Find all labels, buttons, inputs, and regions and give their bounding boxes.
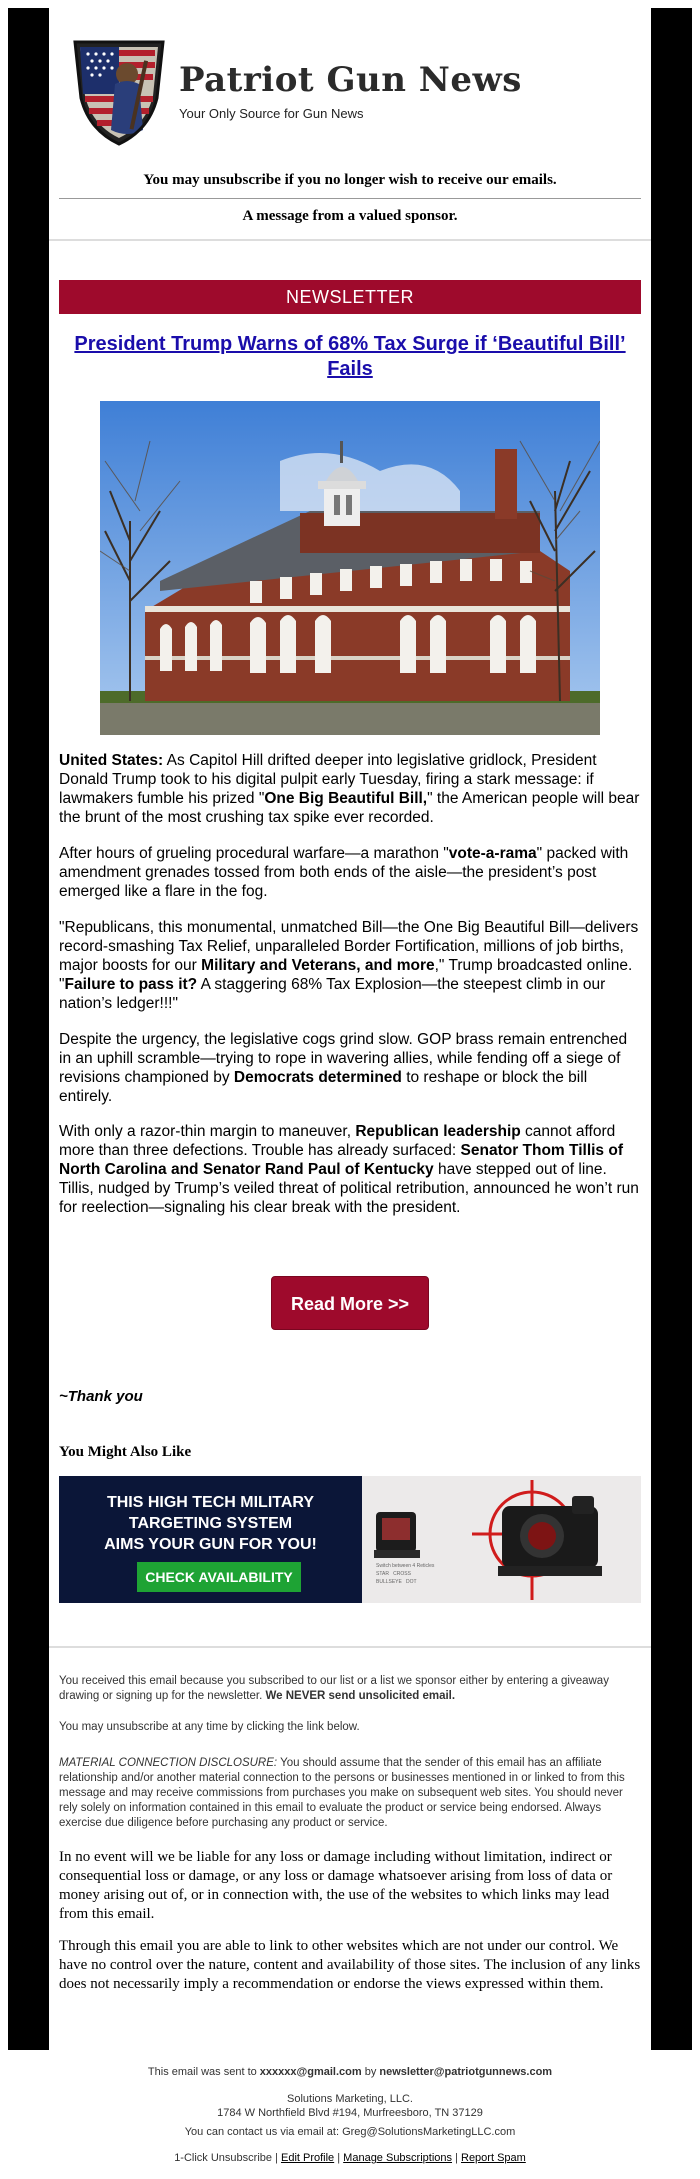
sponsored-ad-banner[interactable]: [59, 1476, 641, 1603]
article-paragraph: With only a razor-thin margin to maneuver, Republican leadership cannot afford more than three defections. Trouble has already surfaced: Senator Thom Tillis of North Carolina and Senator Rand Paul of Kentucky have stepped out of line. Tillis, nudged by Trump’s veiled threat of political retribution, announced he won’t run for reelection—signaling his clear break with the president.: [59, 1123, 639, 1216]
subscription-notice: You received this email because you subscribed to our list or a list we sponsor either by entering a giveaway drawing or signing up for the newsletter. We NEVER send unsolicited email.: [59, 1675, 609, 1702]
article-paragraph: After hours of grueling procedural warfare—a marathon "vote-a-rama" packed with amendment grenades tossed from both ends of the aisle—the president’s post emerged like a flare in the fog.: [59, 845, 629, 900]
unsubscribe-notice: You may unsubscribe if you no longer wish to receive our emails.: [143, 172, 557, 188]
contact-line: You can contact us via email at: Greg@SolutionsMarketingLLC.com: [184, 2126, 516, 2138]
header: [49, 26, 651, 156]
ad-text-panel[interactable]: [59, 1476, 362, 1603]
divider: [49, 239, 651, 241]
company-address: Solutions Marketing, LLC. 1784 W Northfield Blvd #194, Murfreesboro, TN 37129: [217, 2093, 483, 2119]
also-like-heading: You Might Also Like: [59, 1444, 192, 1460]
article-headline-link[interactable]: President Trump Warns of 68% Tax Surge if ‘Beautiful Bill’ Fails: [74, 333, 626, 380]
signoff: ~Thank you: [59, 1388, 143, 1405]
divider: [49, 1646, 651, 1648]
sender-email: newsletter@patriotgunnews.com: [379, 2066, 553, 2078]
article-paragraph: "Republicans, this monumental, unmatched Bill—the One Big Beautiful Bill—delivers record-smashing Tax Relief, unparalleled Border Fortification, millions of job births, major boosts for our Military and Veterans, and more," Trump broadcasted online. "Failure to pass it? A staggering 68% Tax Explosion—the steepest climb in our nation’s ledger!!!": [59, 919, 639, 1012]
ad-product-image[interactable]: [362, 1476, 641, 1603]
article-location: United States:: [59, 752, 164, 769]
read-more-button[interactable]: Read More >>: [271, 1276, 429, 1330]
ad-reticle-legend: Switch between 4 Reticles STAR CROSS BULLSEYE DOT: [376, 1563, 435, 1585]
sent-to-line: This email was sent to xxxxxx@gmail.com by newsletter@patriotgunnews.com: [147, 2066, 553, 2078]
report-spam-link[interactable]: Report Spam: [461, 2152, 526, 2164]
recipient-email: xxxxxx@gmail.com: [259, 2066, 362, 2078]
liability-disclaimer: In no event will we be liable for any loss or damage including without limitation, indirect or consequential loss or damage, or any loss or damage whatsoever arising from loss of data or money arising out of, or in connection with, the use of the websites to which links may lead from this email.: [59, 1849, 613, 1922]
article-paragraph: United States: As Capitol Hill drifted deeper into legislative gridlock, President Donald Trump took to his digital pulpit early Tuesday, firing a stark message: if lawmakers fumble his prized "One Big Beautiful Bill," the American people will bear the brunt of the most crushing tax spike ever recorded.: [59, 752, 640, 826]
material-connection-disclosure: MATERIAL CONNECTION DISCLOSURE: You should assume that the sender of this email has an affiliate relationship and/or another material connection to the persons or businesses mentioned in or linked to from this message and may receive commissions from purchases you make on subsequent web sites. You should never rely solely on information contained in this email to evaluate the product or service being endorsed. Always exercise due diligence before purchasing any product or service.: [59, 1757, 625, 1829]
manage-subscriptions-link[interactable]: Manage Subscriptions: [343, 2152, 453, 2164]
divider: [59, 198, 641, 199]
check-availability-button[interactable]: CHECK AVAILABILITY: [137, 1562, 301, 1592]
edit-profile-link[interactable]: Edit Profile: [280, 2152, 335, 2164]
article-paragraph: Despite the urgency, the legislative cogs grind slow. GOP brass remain entrenched in an uphill scramble—trying to rope in wavering allies, while fending off a siege of revisions championed by Democrats determined to reshape or block the bill entirely.: [59, 1031, 628, 1105]
newsletter-banner: NEWSLETTER: [59, 280, 641, 314]
brand-tagline: Your Only Source for Gun News: [179, 106, 364, 121]
brand-title: Patriot Gun News: [179, 60, 522, 100]
email-body: [49, 8, 651, 2050]
one-click-unsubscribe-label[interactable]: 1-Click Unsubscribe: [174, 2152, 272, 2164]
external-links-disclaimer: Through this email you are able to link to other websites which are not under our control. We have no control over the nature, content and availability of those sites. The inclusion of any links does not necessarily imply a recommendation or endorse the views expressed within them.: [59, 1938, 641, 1992]
footer-links: 1-Click Unsubscribe | Edit Profile | Manage Subscriptions | Report Spam: [174, 2152, 526, 2164]
ad-headline: THIS HIGH TECH MILITARY TARGETING SYSTEM AIMS YOUR GUN FOR YOU!: [104, 1494, 317, 1553]
unsubscribe-info: You may unsubscribe at any time by clicking the link below.: [59, 1721, 360, 1733]
patriot-shield-logo-icon[interactable]: [69, 34, 169, 146]
sponsor-notice: A message from a valued sponsor.: [242, 208, 458, 224]
article-photo[interactable]: [100, 401, 600, 735]
